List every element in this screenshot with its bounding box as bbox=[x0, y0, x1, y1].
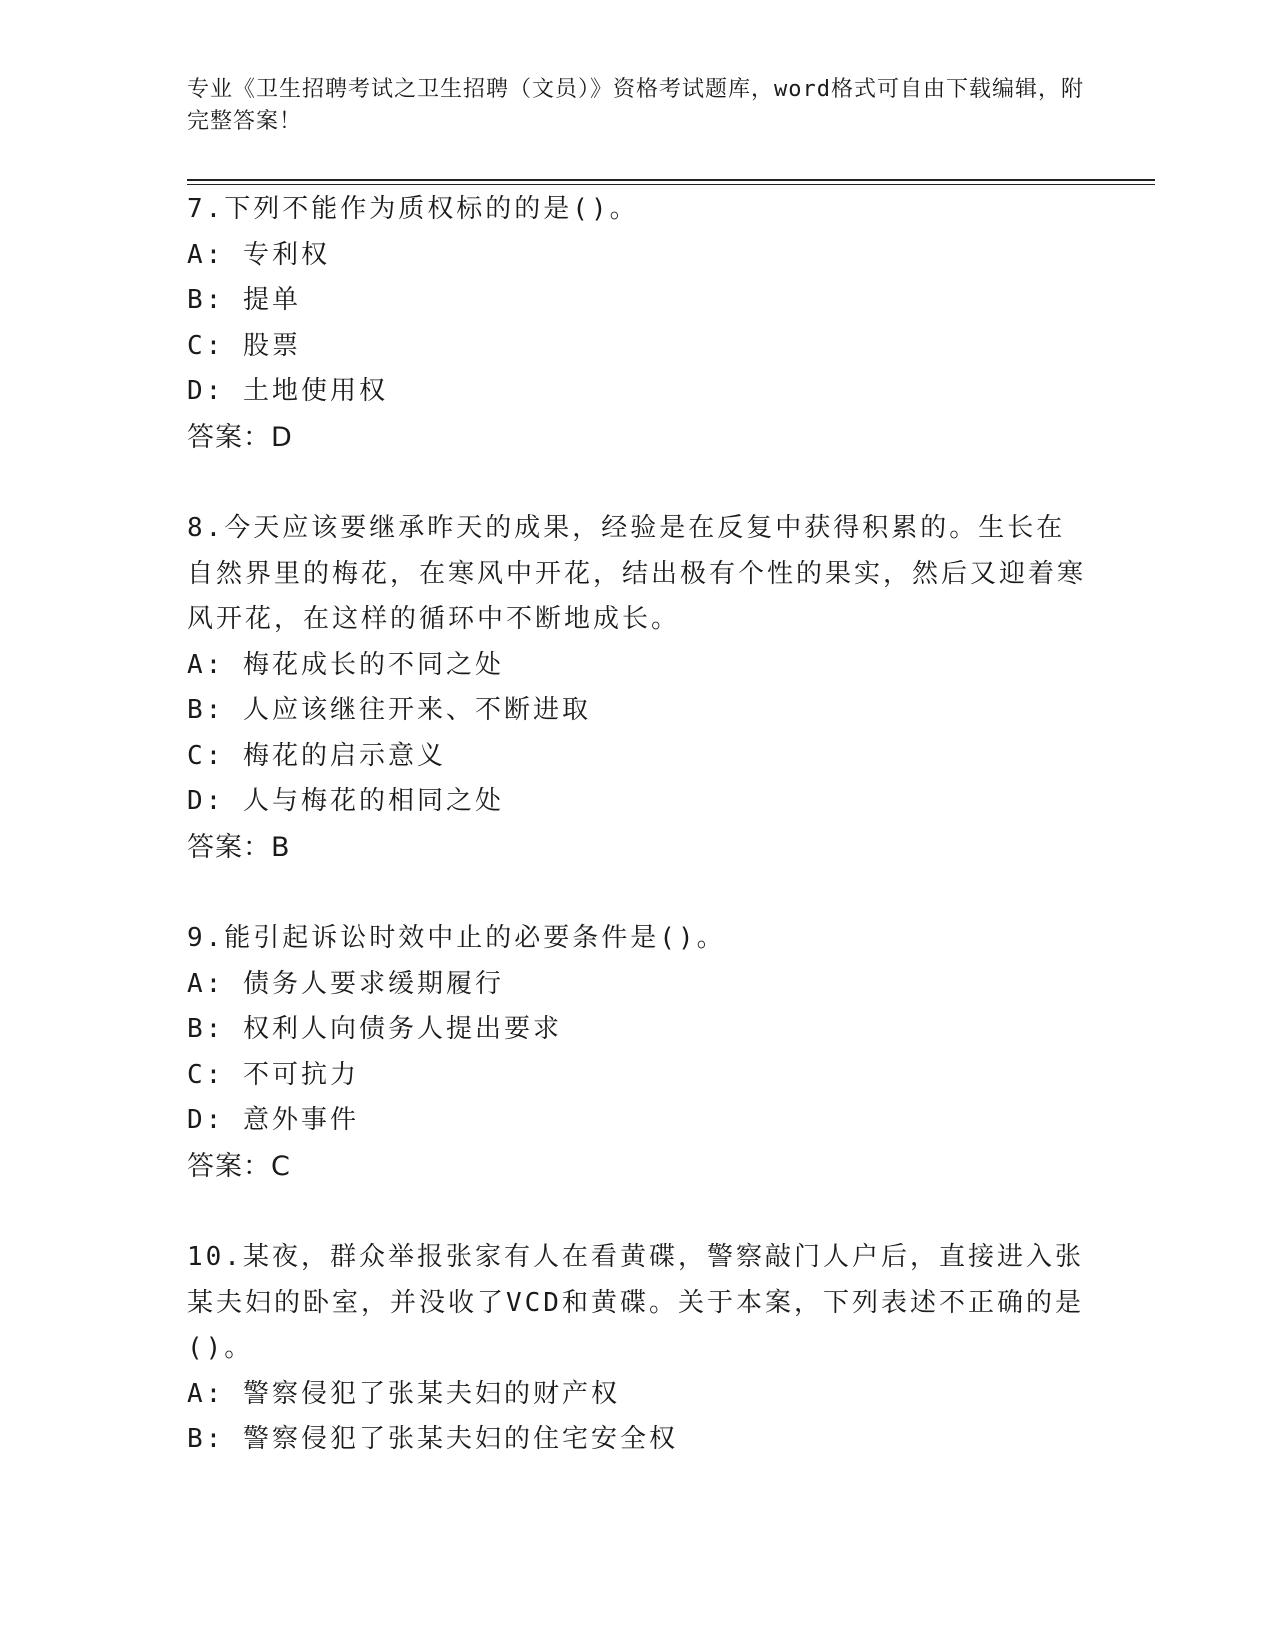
option-a: A: 梅花成长的不同之处 bbox=[187, 649, 504, 680]
question-stem: 8.今天应该要继承昨天的成果，经验是在反复中获得积累的。生长在自然界里的梅花，在寒风中开花，结出极有个性的果实，然后又迎着寒风开花，在这样的循环中不断地成长。 bbox=[187, 513, 1087, 634]
answer: 答案：D bbox=[187, 421, 293, 453]
option-a: A: 警察侵犯了张某夫妇的财产权 bbox=[187, 1378, 620, 1409]
option-b: B: 提单 bbox=[187, 285, 301, 315]
option-a: A: 专利权 bbox=[187, 239, 330, 270]
option-b: B: 警察侵犯了张某夫妇的住宅安全权 bbox=[187, 1424, 678, 1454]
question-7 bbox=[187, 187, 1087, 460]
option-b: B: 人应该继往开来、不断进取 bbox=[187, 695, 591, 725]
question-stem: 7.下列不能作为质权标的的是()。 bbox=[187, 194, 639, 224]
header-text: 专业《卫生招聘考试之卫生招聘（文员）》资格考试题库，word格式可自由下载编辑，附完整答案！ bbox=[187, 77, 1084, 134]
question-9 bbox=[187, 916, 1087, 1189]
option-d: D: 意外事件 bbox=[187, 1105, 359, 1135]
question-stem: 10.某夜，群众举报张家有人在看黄碟，警察敲门人户后，直接进入张某夫妇的卧室，并没收了VCD和黄碟。关于本案，下列表述不正确的是()。 bbox=[187, 1242, 1084, 1363]
answer: 答案：B bbox=[187, 831, 291, 863]
option-c: C: 梅花的启示意义 bbox=[187, 740, 446, 771]
question-stem: 9.能引起诉讼时效中止的必要条件是()。 bbox=[187, 923, 726, 953]
option-d: D: 人与梅花的相同之处 bbox=[187, 786, 504, 816]
document-header bbox=[187, 74, 1087, 138]
question-8 bbox=[187, 506, 1087, 870]
header-rule-thin bbox=[187, 184, 1155, 185]
option-a: A: 债务人要求缓期履行 bbox=[187, 968, 504, 999]
answer: 答案：C bbox=[187, 1150, 291, 1182]
question-list bbox=[187, 187, 1087, 1509]
option-c: C: 股票 bbox=[187, 330, 301, 361]
question-10 bbox=[187, 1235, 1087, 1463]
option-b: B: 权利人向债务人提出要求 bbox=[187, 1014, 562, 1044]
option-c: C: 不可抗力 bbox=[187, 1059, 359, 1090]
header-rule-thick bbox=[187, 179, 1155, 181]
option-d: D: 土地使用权 bbox=[187, 376, 388, 406]
